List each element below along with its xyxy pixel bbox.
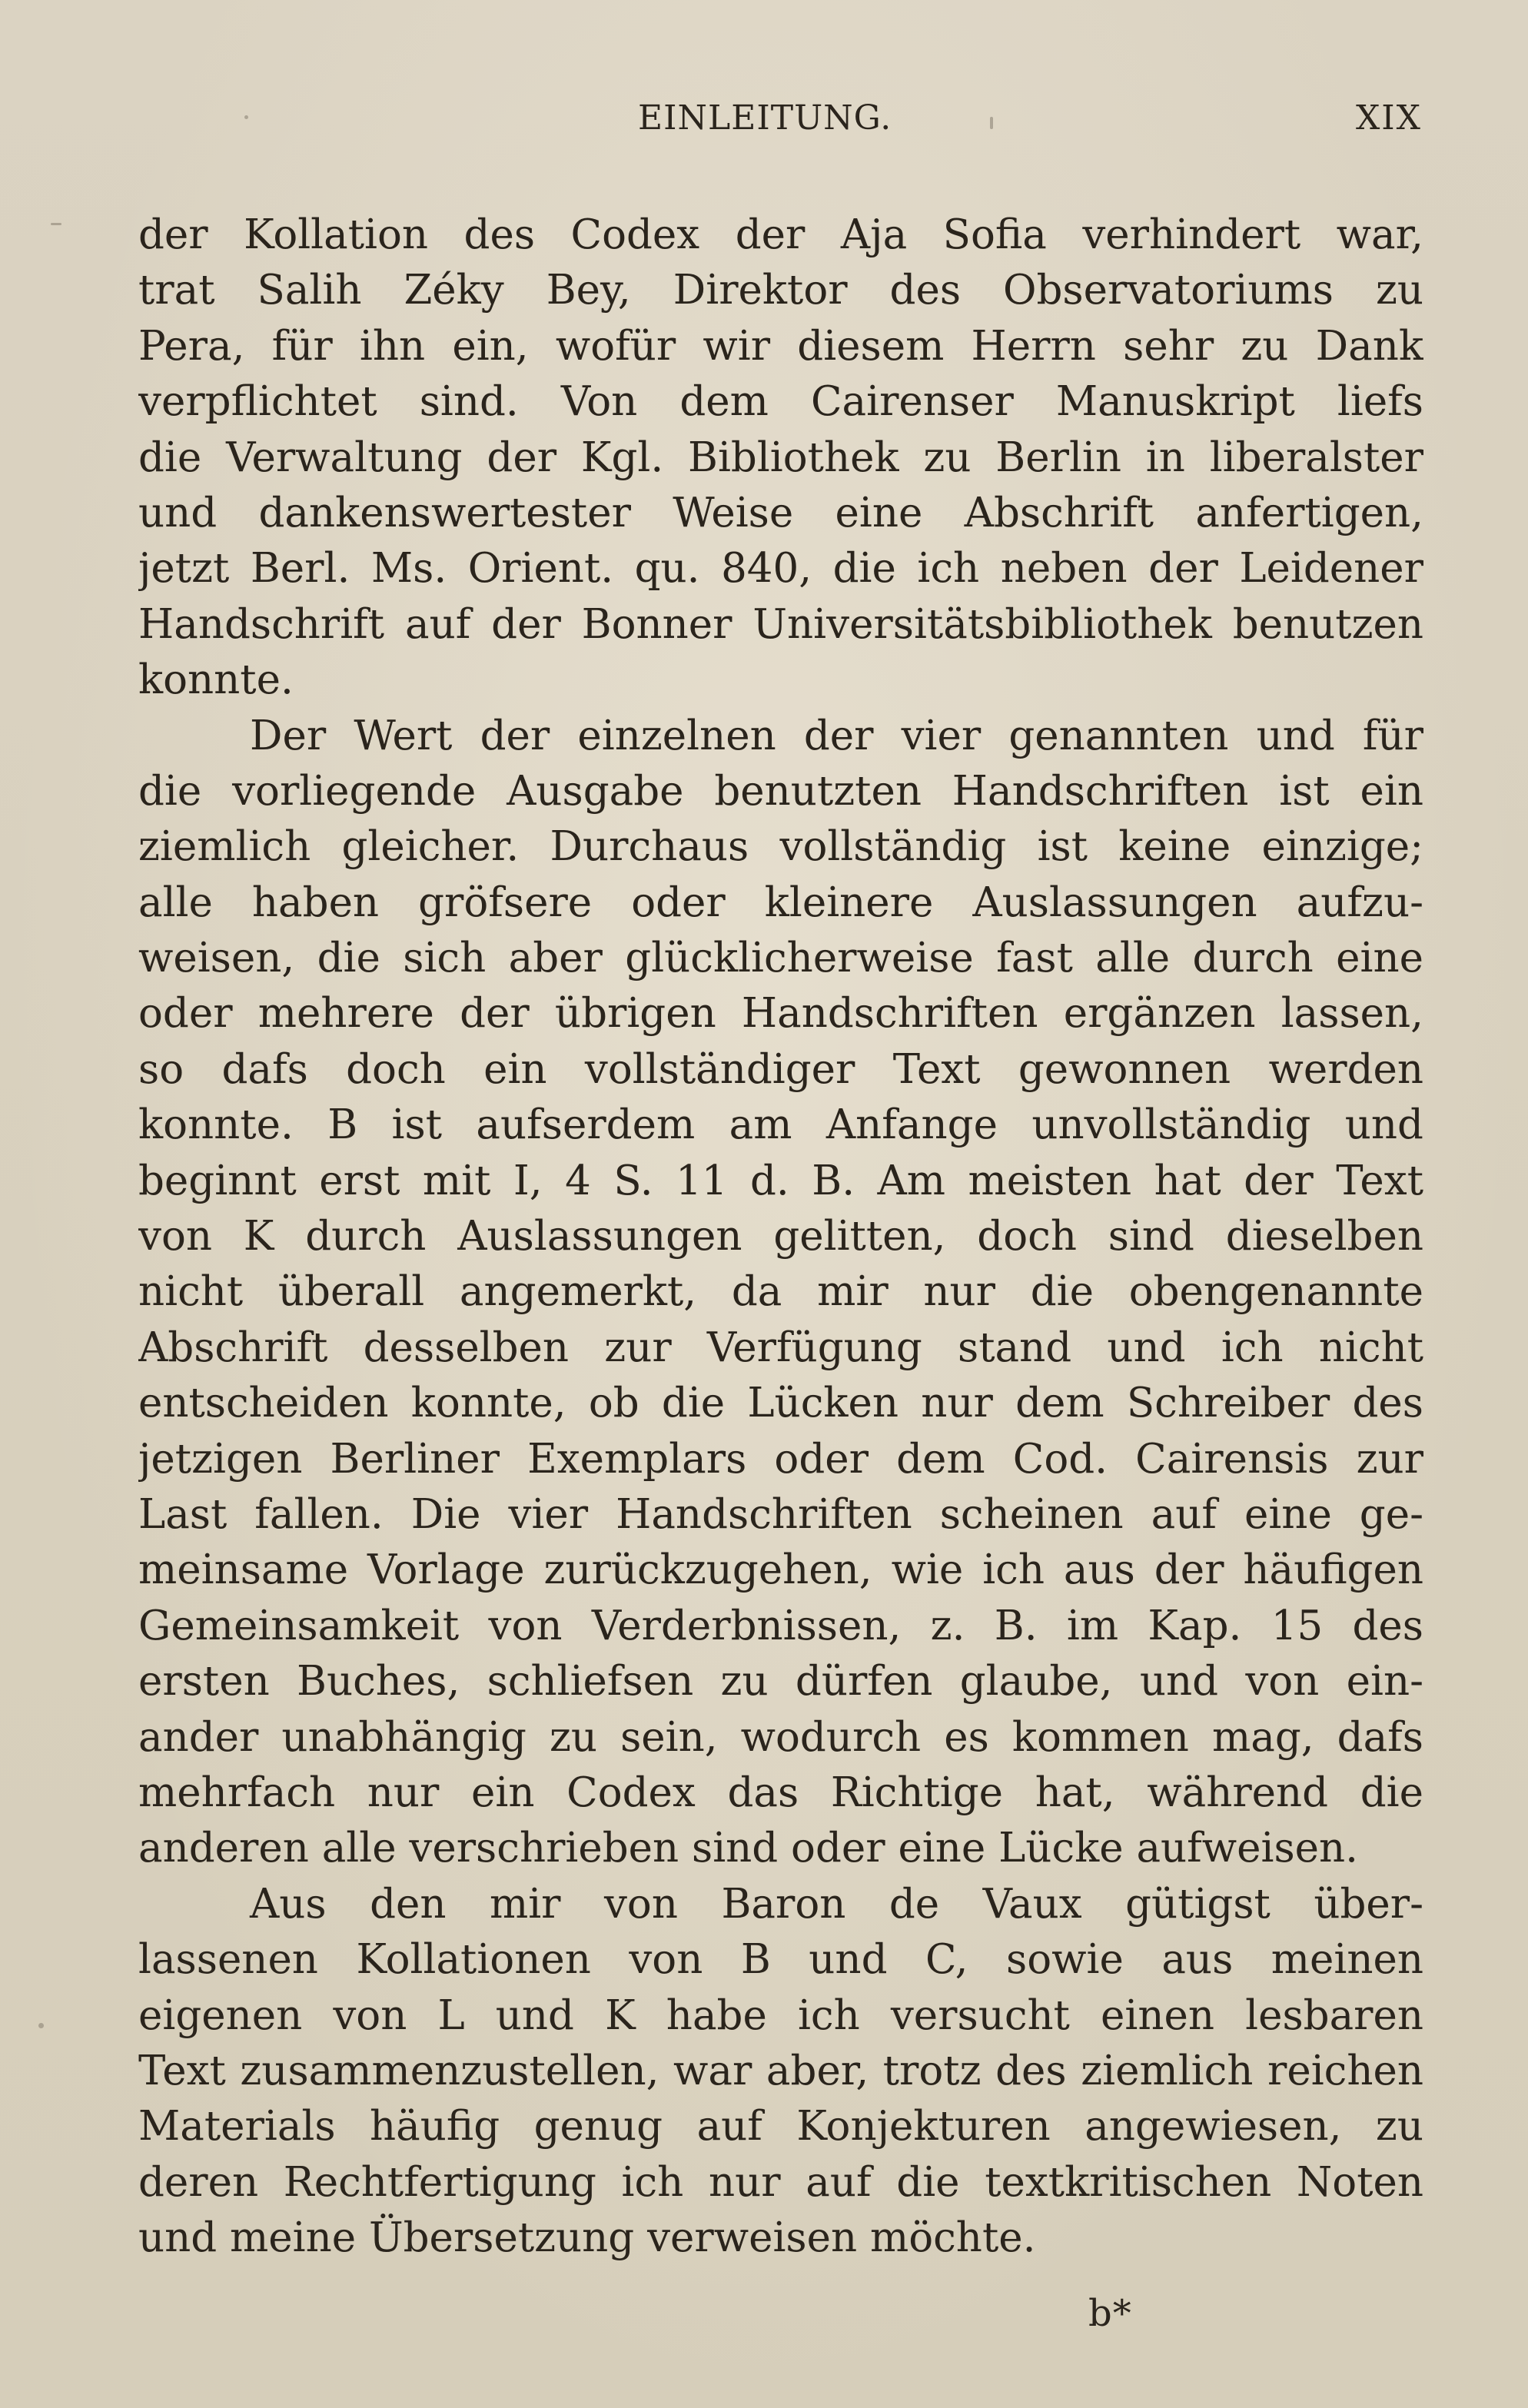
text-line: Der Wert der einzelnen der vier genannten und für xyxy=(250,712,1423,759)
text-line: konnte. B ist aufserdem am Anfange unvollständig und xyxy=(138,1101,1423,1149)
page-header xyxy=(638,98,1422,144)
text-line: meinsame Vorlage zurückzugehen, wie ich aus der häufigen xyxy=(138,1546,1423,1594)
text-line: Pera, für ihn ein, wofür wir diesem Herrn sehr zu Dank xyxy=(138,322,1423,370)
paragraph-3 xyxy=(138,1877,1423,2267)
paper-speck xyxy=(38,2023,44,2028)
text-line: jetzigen Berliner Exemplars oder dem Cod. Cairensis zur xyxy=(138,1435,1423,1483)
text-line: Aus den mir von Baron de Vaux gütigst über- xyxy=(250,1880,1423,1928)
text-line: eigenen von L und K habe ich versucht einen lesbaren xyxy=(138,1991,1423,2039)
text-line: die vorliegende Ausgabe benutzten Handschriften ist ein xyxy=(138,767,1423,815)
body-text xyxy=(138,208,1423,2266)
text-line: beginnt erst mit I, 4 S. 11 d. B. Am meisten hat der Text xyxy=(138,1157,1423,1204)
text-line: oder mehrere der übrigen Handschriften ergänzen lassen, xyxy=(138,990,1423,1038)
text-line: Abschrift desselben zur Verfügung stand und ich nicht xyxy=(138,1324,1423,1371)
text-line: ander unabhängig zu sein, wodurch es kommen mag, dafs xyxy=(138,1713,1423,1761)
text-line: lassenen Kollationen von B und C, sowie aus meinen xyxy=(138,1936,1423,1984)
text-line: und dankenswertester Weise eine Abschrift anfertigen, xyxy=(138,489,1423,536)
text-line: alle haben gröfsere oder kleinere Auslassungen aufzu- xyxy=(138,879,1423,926)
text-line: nicht überall angemerkt, da mir nur die obengenannte xyxy=(138,1268,1423,1316)
signature-mark: b* xyxy=(1088,2292,1132,2335)
text-line: Gemeinsamkeit von Verderbnissen, z. B. im Kap. 15 des xyxy=(138,1602,1423,1649)
text-line: ziemlich gleicher. Durchaus vollständig ist keine einzige; xyxy=(138,823,1423,871)
text-line: von K durch Auslassungen gelitten, doch sind dieselben xyxy=(138,1213,1423,1260)
text-line: mehrfach nur ein Codex das Richtige hat, während die xyxy=(138,1769,1423,1816)
text-line: trat Salih Zéky Bey, Direktor des Observatoriums zu xyxy=(138,267,1423,314)
text-line: entscheiden konnte, ob die Lücken nur dem Schreiber des xyxy=(138,1380,1423,1427)
text-line: Text zusammenzustellen, war aber, trotz des ziemlich reichen xyxy=(138,2047,1423,2094)
text-line: der Kollation des Codex der Aja Sofia verhindert war, xyxy=(138,211,1423,258)
paragraph-1 xyxy=(138,208,1423,709)
text-line: Last fallen. Die vier Handschriften scheinen auf eine ge- xyxy=(138,1490,1423,1538)
page-number: XIX xyxy=(1355,98,1422,138)
running-head: EINLEITUNG. xyxy=(638,98,892,138)
text-line: Materials häufig genug auf Konjekturen angewiesen, zu xyxy=(138,2103,1423,2151)
text-line: weisen, die sich aber glücklicherweise fast alle durch eine xyxy=(138,935,1423,982)
text-line: und meine Übersetzung verweisen möchte. xyxy=(138,2214,1036,2262)
paper-speck xyxy=(244,115,248,119)
text-line: anderen alle verschrieben sind oder eine Lücke aufweisen. xyxy=(138,1825,1359,1872)
paragraph-2 xyxy=(138,709,1423,1877)
text-line: jetzt Berl. Ms. Orient. qu. 840, die ich neben der Leidener xyxy=(138,545,1423,593)
paper-speck xyxy=(990,117,993,129)
text-line: Handschrift auf der Bonner Universitätsbibliothek benutzen xyxy=(138,600,1423,648)
text-line: deren Rechtfertigung ich nur auf die textkritischen Noten xyxy=(138,2158,1423,2206)
text-line: konnte. xyxy=(138,656,294,704)
text-line: ersten Buches, schliefsen zu dürfen glaube, und von ein- xyxy=(138,1658,1423,1706)
text-line: verpflichtet sind. Von dem Cairenser Manuskript liefs xyxy=(138,378,1423,426)
text-line: die Verwaltung der Kgl. Bibliothek zu Berlin in liberalster xyxy=(138,433,1423,481)
paper-speck xyxy=(51,223,61,225)
text-line: so dafs doch ein vollständiger Text gewonnen werden xyxy=(138,1045,1423,1093)
